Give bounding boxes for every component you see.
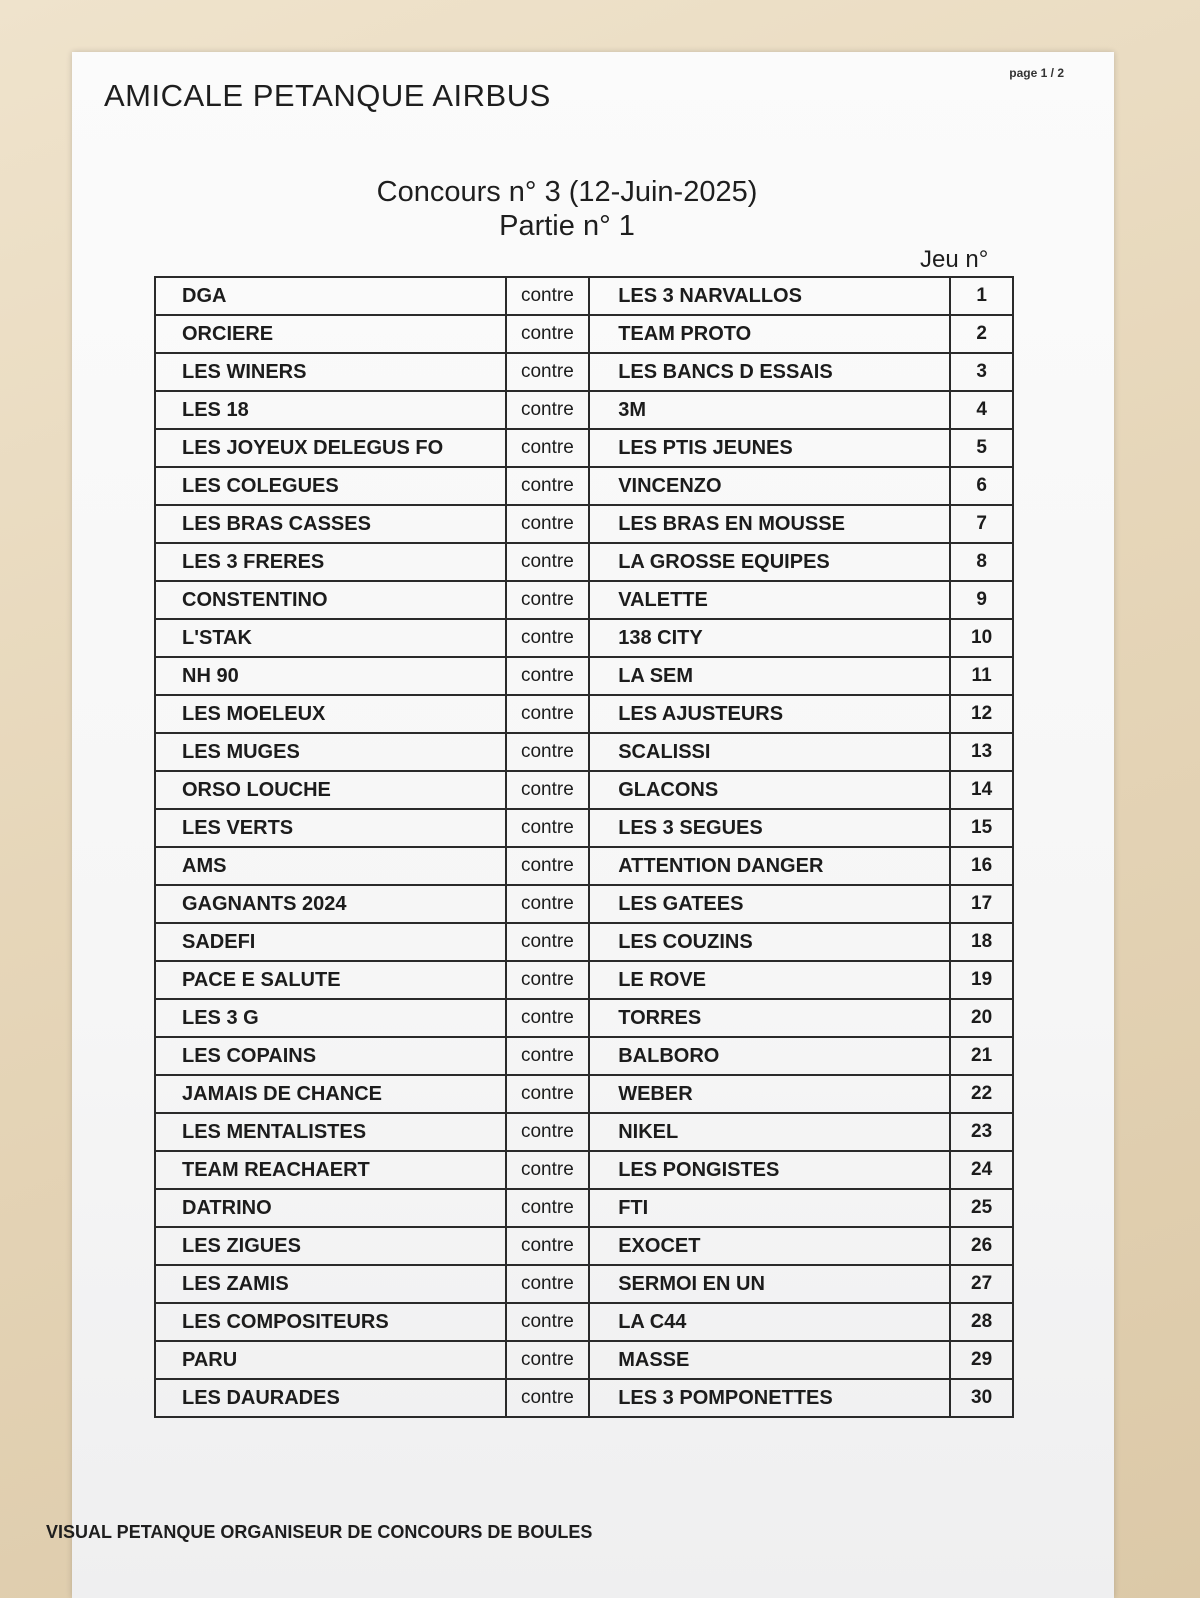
- game-number-cell: 27: [950, 1265, 1013, 1303]
- table-row: [155, 923, 1013, 961]
- round-title: Partie n° 1: [499, 210, 635, 242]
- home-team-cell: LES COMPOSITEURS: [155, 1303, 506, 1341]
- away-team-cell: LA GROSSE EQUIPES: [589, 543, 950, 581]
- table-row: [155, 353, 1013, 391]
- home-team-cell: LES JOYEUX DELEGUS FO: [155, 429, 506, 467]
- versus-cell: contre: [506, 315, 590, 353]
- game-number-cell: 23: [950, 1113, 1013, 1151]
- game-number-cell: 5: [950, 429, 1013, 467]
- table-row: [155, 467, 1013, 505]
- game-number-cell: 22: [950, 1075, 1013, 1113]
- home-team-cell: PACE E SALUTE: [155, 961, 506, 999]
- game-number-cell: 25: [950, 1189, 1013, 1227]
- table-row: [155, 733, 1013, 771]
- away-team-cell: LES AJUSTEURS: [589, 695, 950, 733]
- versus-cell: contre: [506, 999, 590, 1037]
- away-team-cell: LES PTIS JEUNES: [589, 429, 950, 467]
- table-row: [155, 961, 1013, 999]
- table-row: [155, 1151, 1013, 1189]
- table-row: [155, 657, 1013, 695]
- game-number-cell: 24: [950, 1151, 1013, 1189]
- game-number-cell: 15: [950, 809, 1013, 847]
- table-row: [155, 315, 1013, 353]
- game-number-cell: 17: [950, 885, 1013, 923]
- home-team-cell: PARU: [155, 1341, 506, 1379]
- away-team-cell: 3M: [589, 391, 950, 429]
- game-number-cell: 2: [950, 315, 1013, 353]
- versus-cell: contre: [506, 885, 590, 923]
- game-number-cell: 28: [950, 1303, 1013, 1341]
- game-number-cell: 30: [950, 1379, 1013, 1417]
- versus-cell: contre: [506, 733, 590, 771]
- table-row: [155, 1341, 1013, 1379]
- home-team-cell: ORCIERE: [155, 315, 506, 353]
- home-team-cell: LES 18: [155, 391, 506, 429]
- away-team-cell: LES COUZINS: [589, 923, 950, 961]
- away-team-cell: LA SEM: [589, 657, 950, 695]
- game-number-cell: 10: [950, 619, 1013, 657]
- game-number-cell: 18: [950, 923, 1013, 961]
- home-team-cell: LES MUGES: [155, 733, 506, 771]
- versus-cell: contre: [506, 1151, 590, 1189]
- versus-cell: contre: [506, 657, 590, 695]
- away-team-cell: NIKEL: [589, 1113, 950, 1151]
- home-team-cell: CONSTENTINO: [155, 581, 506, 619]
- versus-cell: contre: [506, 771, 590, 809]
- table-row: [155, 1227, 1013, 1265]
- away-team-cell: LE ROVE: [589, 961, 950, 999]
- table-row: [155, 429, 1013, 467]
- home-team-cell: LES BRAS CASSES: [155, 505, 506, 543]
- game-number-cell: 21: [950, 1037, 1013, 1075]
- game-number-cell: 6: [950, 467, 1013, 505]
- away-team-cell: SERMOI EN UN: [589, 1265, 950, 1303]
- versus-cell: contre: [506, 543, 590, 581]
- footer-text: VISUAL PETANQUE ORGANISEUR DE CONCOURS DE BOULES: [46, 1522, 593, 1542]
- away-team-cell: LES GATEES: [589, 885, 950, 923]
- home-team-cell: LES WINERS: [155, 353, 506, 391]
- home-team-cell: LES 3 G: [155, 999, 506, 1037]
- away-team-cell: SCALISSI: [589, 733, 950, 771]
- table-row: [155, 1075, 1013, 1113]
- away-team-cell: FTI: [589, 1189, 950, 1227]
- away-team-cell: ATTENTION DANGER: [589, 847, 950, 885]
- table-row: [155, 885, 1013, 923]
- versus-cell: contre: [506, 353, 590, 391]
- table-row: [155, 771, 1013, 809]
- home-team-cell: L'STAK: [155, 619, 506, 657]
- away-team-cell: VINCENZO: [589, 467, 950, 505]
- fixtures-table: [154, 276, 1014, 1418]
- game-number-cell: 26: [950, 1227, 1013, 1265]
- home-team-cell: LES VERTS: [155, 809, 506, 847]
- away-team-cell: 138 CITY: [589, 619, 950, 657]
- versus-cell: contre: [506, 467, 590, 505]
- contest-title: Concours n° 3 (12-Juin-2025): [376, 176, 758, 208]
- document-page: [46, 52, 1114, 1598]
- away-team-cell: TEAM PROTO: [589, 315, 950, 353]
- home-team-cell: GAGNANTS 2024: [155, 885, 506, 923]
- home-team-cell: LES ZIGUES: [155, 1227, 506, 1265]
- table-row: [155, 1189, 1013, 1227]
- table-row: [155, 1303, 1013, 1341]
- versus-cell: contre: [506, 1379, 590, 1417]
- game-number-cell: 12: [950, 695, 1013, 733]
- home-team-cell: SADEFI: [155, 923, 506, 961]
- away-team-cell: LES 3 POMPONETTES: [589, 1379, 950, 1417]
- away-team-cell: LES 3 NARVALLOS: [589, 277, 950, 315]
- away-team-cell: LA C44: [589, 1303, 950, 1341]
- versus-cell: contre: [506, 961, 590, 999]
- game-number-cell: 1: [950, 277, 1013, 315]
- versus-cell: contre: [506, 1265, 590, 1303]
- versus-cell: contre: [506, 1303, 590, 1341]
- table-row: [155, 809, 1013, 847]
- away-team-cell: LES 3 SEGUES: [589, 809, 950, 847]
- game-number-cell: 29: [950, 1341, 1013, 1379]
- home-team-cell: TEAM REACHAERT: [155, 1151, 506, 1189]
- organization-title: AMICALE PETANQUE AIRBUS: [104, 78, 551, 113]
- game-number-cell: 11: [950, 657, 1013, 695]
- home-team-cell: LES MOELEUX: [155, 695, 506, 733]
- away-team-cell: TORRES: [589, 999, 950, 1037]
- versus-cell: contre: [506, 429, 590, 467]
- home-team-cell: LES ZAMIS: [155, 1265, 506, 1303]
- home-team-cell: LES 3 FRERES: [155, 543, 506, 581]
- home-team-cell: ORSO LOUCHE: [155, 771, 506, 809]
- home-team-cell: DGA: [155, 277, 506, 315]
- table-row: [155, 619, 1013, 657]
- versus-cell: contre: [506, 619, 590, 657]
- versus-cell: contre: [506, 1075, 590, 1113]
- versus-cell: contre: [506, 1227, 590, 1265]
- table-row: [155, 543, 1013, 581]
- table-row: [155, 1037, 1013, 1075]
- versus-cell: contre: [506, 581, 590, 619]
- game-number-cell: 20: [950, 999, 1013, 1037]
- away-team-cell: LES BANCS D ESSAIS: [589, 353, 950, 391]
- home-team-cell: DATRINO: [155, 1189, 506, 1227]
- home-team-cell: JAMAIS DE CHANCE: [155, 1075, 506, 1113]
- table-row: [155, 1113, 1013, 1151]
- away-team-cell: VALETTE: [589, 581, 950, 619]
- table-row: [155, 1265, 1013, 1303]
- away-team-cell: LES PONGISTES: [589, 1151, 950, 1189]
- home-team-cell: LES MENTALISTES: [155, 1113, 506, 1151]
- home-team-cell: LES COLEGUES: [155, 467, 506, 505]
- versus-cell: contre: [506, 277, 590, 315]
- versus-cell: contre: [506, 391, 590, 429]
- table-row: [155, 277, 1013, 315]
- fixtures-table-body: [155, 277, 1013, 1417]
- home-team-cell: AMS: [155, 847, 506, 885]
- game-number-cell: 16: [950, 847, 1013, 885]
- home-team-cell: LES DAURADES: [155, 1379, 506, 1417]
- versus-cell: contre: [506, 923, 590, 961]
- game-number-cell: 4: [950, 391, 1013, 429]
- versus-cell: contre: [506, 1341, 590, 1379]
- away-team-cell: WEBER: [589, 1075, 950, 1113]
- game-number-cell: 3: [950, 353, 1013, 391]
- versus-cell: contre: [506, 695, 590, 733]
- home-team-cell: NH 90: [155, 657, 506, 695]
- table-row: [155, 1379, 1013, 1417]
- table-row: [155, 847, 1013, 885]
- game-number-cell: 13: [950, 733, 1013, 771]
- versus-cell: contre: [506, 1189, 590, 1227]
- game-number-cell: 14: [950, 771, 1013, 809]
- versus-cell: contre: [506, 809, 590, 847]
- away-team-cell: BALBORO: [589, 1037, 950, 1075]
- table-row: [155, 505, 1013, 543]
- game-number-cell: 7: [950, 505, 1013, 543]
- game-column-header: Jeu n°: [920, 246, 989, 273]
- versus-cell: contre: [506, 1037, 590, 1075]
- table-row: [155, 581, 1013, 619]
- game-number-cell: 9: [950, 581, 1013, 619]
- away-team-cell: MASSE: [589, 1341, 950, 1379]
- versus-cell: contre: [506, 505, 590, 543]
- table-row: [155, 999, 1013, 1037]
- page-number: page 1 / 2: [1009, 66, 1064, 80]
- home-team-cell: LES COPAINS: [155, 1037, 506, 1075]
- away-team-cell: LES BRAS EN MOUSSE: [589, 505, 950, 543]
- versus-cell: contre: [506, 847, 590, 885]
- away-team-cell: GLACONS: [589, 771, 950, 809]
- game-number-cell: 19: [950, 961, 1013, 999]
- versus-cell: contre: [506, 1113, 590, 1151]
- table-row: [155, 695, 1013, 733]
- game-number-cell: 8: [950, 543, 1013, 581]
- table-row: [155, 391, 1013, 429]
- away-team-cell: EXOCET: [589, 1227, 950, 1265]
